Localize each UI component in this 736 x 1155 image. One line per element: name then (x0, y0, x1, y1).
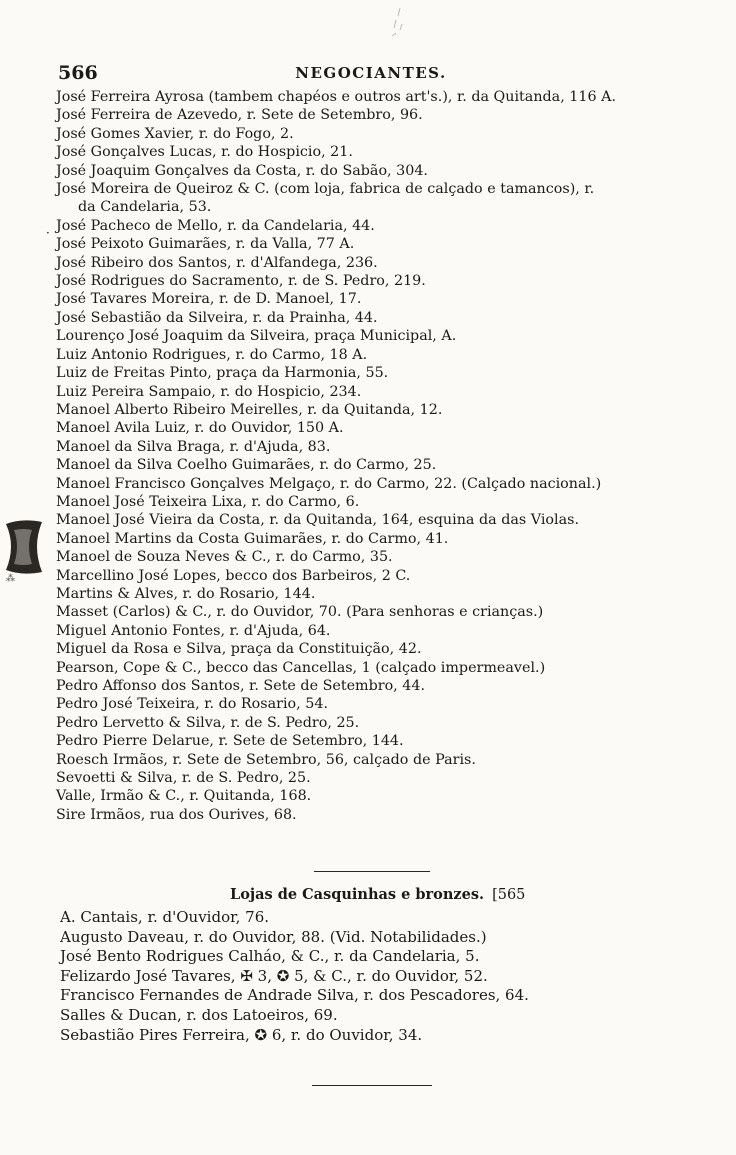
list-item: José Joaquim Gonçalves da Costa, r. do Sabão, 304. (56, 162, 428, 179)
margin-scribble: ⁂ (6, 574, 15, 584)
list-item: Manoel José Teixeira Lixa, r. do Carmo, 6. (56, 493, 360, 510)
list-item: Sebastião Pires Ferreira, ✪ 6, r. do Ouvidor, 34. (60, 1025, 423, 1044)
list-item: Miguel da Rosa e Silva, praça da Constituição, 42. (56, 641, 422, 658)
ink-smudge-mark (382, 6, 412, 50)
list-item: José Bento Rodrigues Calháo, & C., r. da Candelaria, 5. (60, 947, 480, 966)
list-item: Martins & Alves, r. do Rosario, 144. (56, 585, 316, 602)
list-item: Marcellino José Lopes, becco dos Barbeiros, 2 C. (56, 567, 411, 584)
page-number: 566 (58, 62, 98, 84)
section-list (60, 908, 680, 1045)
list-item-continuation: da Candelaria, 53. (78, 199, 212, 216)
end-divider (312, 1085, 432, 1086)
bleed-through-ornament (2, 516, 48, 578)
list-item: Felizardo José Tavares, ✠ 3, ✪ 5, & C., r. do Ouvidor, 52. (60, 966, 488, 985)
list-item: Pedro Affonso dos Santos, r. Sete de Setembro, 44. (56, 678, 426, 694)
list-item: Sire Irmãos, rua dos Ourives, 68. (56, 806, 297, 823)
merchant-list (56, 88, 688, 824)
list-item: José Ferreira Ayrosa (tambem chapéos e outros art's.), r. da Quitanda, 116 A. (56, 89, 617, 105)
list-item: Pearson, Cope & C., becco das Cancellas, 1 (calçado impermeavel.) (56, 659, 546, 676)
list-item: José Ribeiro dos Santos, r. d'Alfandega, 236. (56, 254, 378, 271)
list-item: Francisco Fernandes de Andrade Silva, r. dos Pescadores, 64. (60, 986, 529, 1005)
list-item: José Sebastião da Silveira, r. da Prainha, 44. (56, 309, 378, 326)
list-item: Manoel da Silva Braga, r. d'Ajuda, 83. (56, 438, 331, 455)
list-item: José Rodrigues do Sacramento, r. de S. Pedro, 219. (56, 273, 426, 290)
list-item: Luiz Antonio Rodrigues, r. do Carmo, 18 A. (56, 346, 368, 363)
list-item: Manoel da Silva Coelho Guimarães, r. do Carmo, 25. (56, 457, 437, 474)
section-divider (314, 871, 430, 872)
list-item: Luiz Pereira Sampaio, r. do Hospicio, 234. (56, 383, 362, 400)
list-item: Lourenço José Joaquim da Silveira, praça Municipal, A. (56, 328, 457, 345)
list-item: Miguel Antonio Fontes, r. d'Ajuda, 64. (56, 622, 331, 639)
section-title-text: Lojas de Casquinhas e bronzes. (230, 886, 485, 903)
list-item: Valle, Irmão & C., r. Quitanda, 168. (56, 788, 312, 805)
list-item: José Moreira de Queiroz & C. (com loja, fabrica de calçado e tamancos), r. (56, 181, 595, 198)
list-item: Manoel Martins da Costa Guimarães, r. do Carmo, 41. (56, 530, 449, 547)
list-item: José Ferreira de Azevedo, r. Sete de Setembro, 96. (56, 107, 423, 124)
list-item: Roesch Irmãos, r. Sete de Setembro, 56, calçado de Paris. (56, 751, 476, 768)
list-item: Manoel Francisco Gonçalves Melgaço, r. do Carmo, 22. (Calçado nacional.) (56, 475, 602, 492)
list-item: José Gomes Xavier, r. do Fogo, 2. (56, 125, 294, 142)
list-item: Masset (Carlos) & C., r. do Ouvidor, 70. (Para senhoras e crianças.) (56, 604, 544, 621)
list-item: Pedro Pierre Delarue, r. Sete de Setembro, 144. (56, 733, 404, 750)
list-item: A. Cantais, r. d'Ouvidor, 76. (60, 908, 270, 926)
page-header (58, 62, 684, 84)
list-item: José Peixoto Guimarães, r. da Valla, 77 A. (56, 236, 355, 253)
section-reference: [565 (492, 887, 526, 903)
list-item: Manoel Avila Luiz, r. do Ouvidor, 150 A. (56, 420, 344, 437)
list-item: Manoel José Vieira da Costa, r. da Quitanda, 164, esquina da das Violas. (56, 512, 579, 529)
list-item: Pedro José Teixeira, r. do Rosario, 54. (56, 696, 328, 713)
section-heading (230, 886, 525, 903)
list-item: Sevoetti & Silva, r. de S. Pedro, 25. (56, 770, 311, 787)
list-item: José Pacheco de Mello, r. da Candelaria, 44. (56, 217, 375, 234)
running-title: NEGOCIANTES. (295, 64, 447, 82)
list-item: José Gonçalves Lucas, r. do Hospicio, 21. (56, 144, 353, 161)
list-item: Augusto Daveau, r. do Ouvidor, 88. (Vid. Notabilidades.) (60, 927, 487, 946)
list-item: Pedro Lervetto & Silva, r. de S. Pedro, 25. (56, 714, 360, 731)
list-item: Salles & Ducan, r. dos Latoeiros, 69. (60, 1005, 338, 1024)
margin-bullet: · (46, 226, 50, 240)
list-item: Manoel Alberto Ribeiro Meirelles, r. da Quitanda, 12. (56, 401, 443, 418)
list-item: Manoel de Souza Neves & C., r. do Carmo, 35. (56, 549, 393, 566)
list-item: José Tavares Moreira, r. de D. Manoel, 17. (56, 291, 362, 308)
list-item: Luiz de Freitas Pinto, praça da Harmonia, 55. (56, 365, 389, 382)
